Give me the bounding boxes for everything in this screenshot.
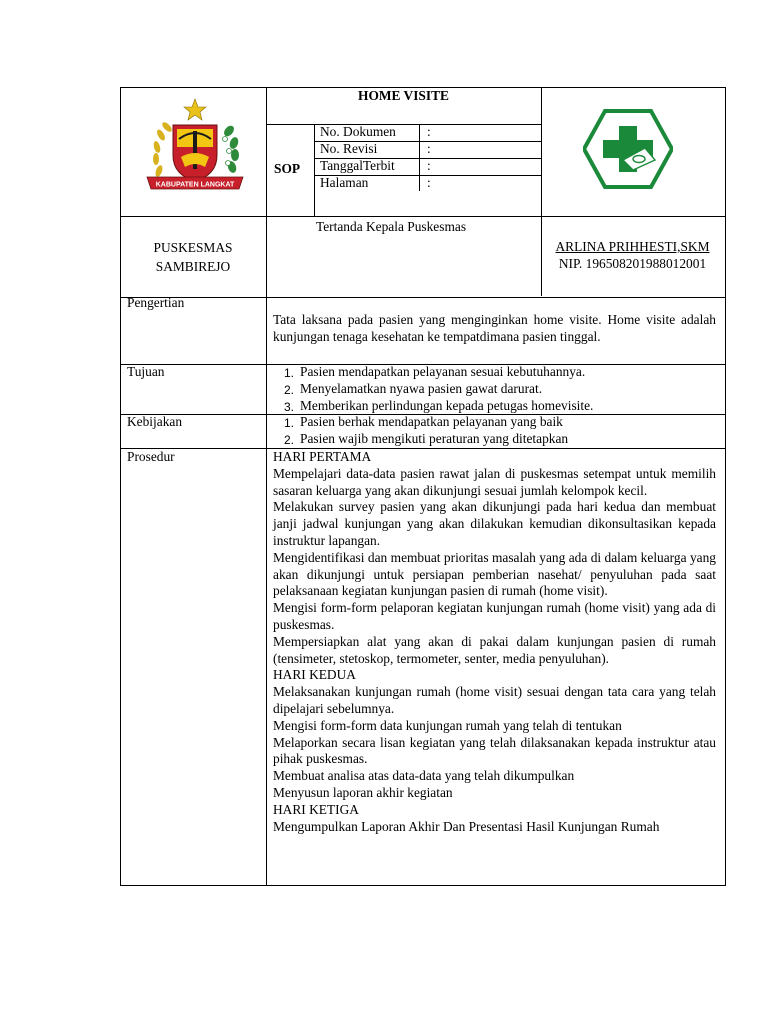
procedure-step: Membuat analisa atas data-data yang telah dikumpulkan (273, 768, 575, 784)
field-label: TanggalTerbit (320, 158, 395, 173)
kabupaten-langkat-logo (143, 97, 247, 195)
list-item: 3. Memberikan perlindungan kepada petugas homevisite. (283, 397, 594, 414)
divider (120, 216, 725, 217)
procedure-step: Mempelajari data-data pasien rawat jalan di puskesmas setempat untuk memilih sasaran keluarga yang akan dikunjungi sesuai jumlah kelompok kecil. (273, 465, 716, 498)
document-title: HOME VISITE (358, 88, 449, 103)
list-item: 2. Pasien wajib mengikuti peraturan yang ditetapkan (283, 430, 569, 447)
sop-grid (266, 124, 541, 216)
logo-banner-text: KABUPATEN LANGKAT (155, 181, 235, 189)
pengertian-text: Tata laksana pada pasien yang menginginkan home visite. Home visite adalah kunjungan tenaga kesehatan ke tempatdimana pasien tinggal. (273, 312, 716, 344)
day-heading: HARI PERTAMA (273, 449, 372, 464)
list-item: 1. Pasien mendapatkan pelayanan sesuai kebutuhannya. (283, 364, 586, 380)
row-label-prosedur: Prosedur (127, 449, 175, 464)
procedure-step: Mengisi form-form data kunjungan rumah yang telah di tentukan (273, 717, 622, 733)
list-item: 2. Menyelamatkan nyawa pasien gawat darurat. (283, 380, 543, 397)
procedure-step: Melaksanakan kunjungan rumah (home visit) sesuai dengan tata cara yang telah dipelajari sebelumnya. (273, 684, 716, 716)
row-label-kebijakan: Kebijakan (127, 414, 183, 429)
official-nip: NIP. 196508201988012001 (558, 256, 707, 271)
day-heading: HARI KEDUA (273, 667, 356, 683)
field-value: : (427, 158, 431, 173)
list-item: 1. Pasien berhak mendapatkan pelayanan yang baik (283, 414, 563, 430)
procedure-step: Mempersiapkan alat yang akan di pakai dalam kunjungan pasien di rumah (tensimeter, stetoskop, termometer, senter, media penyuluhan). (273, 633, 716, 666)
sop-label: SOP (274, 161, 301, 176)
procedure-step: Mengisi form-form pelaporan kegiatan kunjungan rumah (home visit) yang ada di puskesmas. (273, 600, 716, 632)
field-value: : (427, 141, 431, 156)
procedure-step: Menyusun laporan akhir kegiatan (273, 784, 453, 800)
prosedur-text (273, 449, 716, 835)
official-signature (541, 238, 724, 272)
field-label: No. Dokumen (320, 124, 396, 139)
official-name: ARLINA PRIHHESTI,SKM (555, 239, 710, 254)
institution-line2: SAMBIREJO (155, 259, 231, 274)
signed-by-label: Tertanda Kepala Puskesmas (316, 219, 467, 234)
puskesmas-logo (583, 108, 673, 190)
procedure-step: Melaporkan secara lisan kegiatan yang telah dilaksanakan kepada instruktur atau pihak puskesmas. (273, 734, 716, 767)
tujuan-list (274, 364, 593, 414)
field-label: No. Revisi (320, 141, 378, 156)
divider (266, 296, 267, 886)
field-value: : (427, 124, 431, 139)
kebijakan-list (274, 414, 568, 448)
procedure-step: Mengumpulkan Laporan Akhir Dan Presentasi Hasil Kunjungan Rumah (273, 818, 660, 834)
day-heading: HARI KETIGA (273, 801, 359, 817)
row-label-tujuan: Tujuan (127, 364, 165, 379)
field-value: : (427, 175, 431, 190)
row-label-pengertian: Pengertian (127, 295, 185, 310)
procedure-step: Mengidentifikasi dan membuat prioritas masalah yang ada di dalam keluarga yang akan dikunjungi untuk persiapan pemberian nasehat/ penyuluhan pada saat pelaksanaan kegiatan kunjungan pasien di rumah (home visit). (273, 549, 716, 599)
field-label: Halaman (320, 175, 369, 190)
procedure-step: Melakukan survey pasien yang akan dikunjungi pada hari kedua dan membuat janji jadwal kunjungan yang akan dilakukan kemudian dikonsultasikan kepada instruktur lapangan. (273, 499, 716, 548)
institution-line1: PUSKESMAS (153, 240, 233, 255)
institution-name (120, 238, 266, 276)
